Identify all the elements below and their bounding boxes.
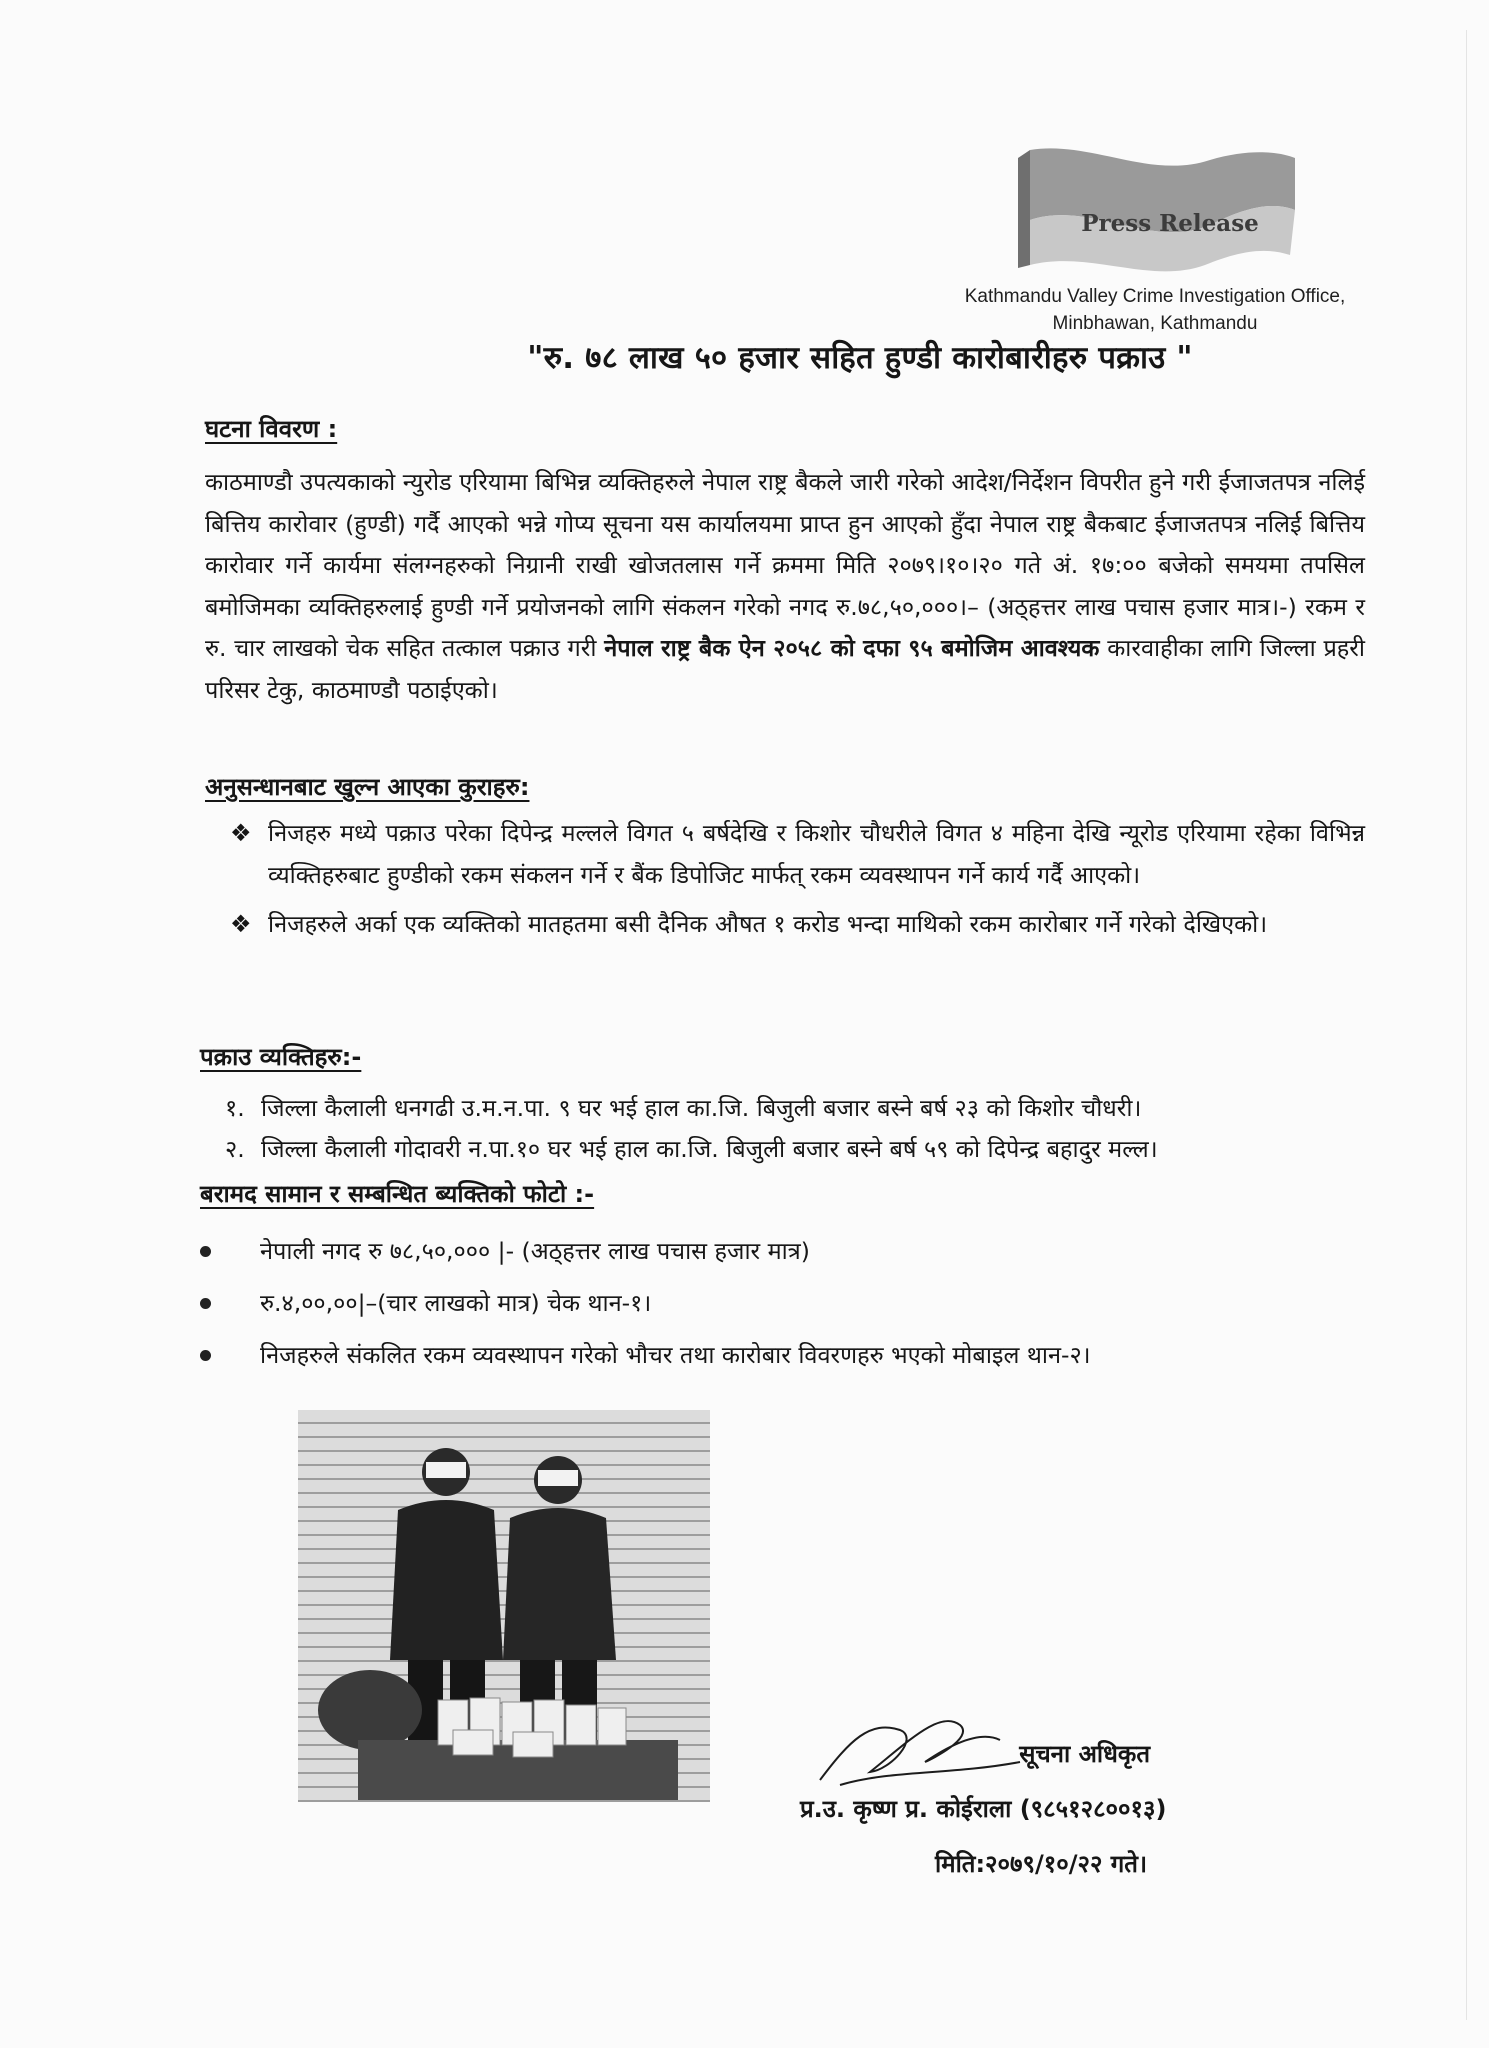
incident-text-1: काठमाण्डौ उपत्यकाको न्युरोड एरियामा बिभिन्न व्यक्तिहरुले नेपाल राष्ट्र बैकले जारी गरेको आदेश/निर्देशन विपरीत हुने गरी ईजाजतपत्र नलिई बित्तिय कारोवार (हुण्डी) गर्दै आएको भन्ने गोप्य सूचना यस कार्यालयमा प्राप्त हुन आएको हुँदा नेपाल राष्ट्र बैकबाट ईजाजतपत्र नलिई बित्तिय कारोवार गर्ने कार्यमा संलग्नहरुको निग्रानी राखी खोजतलास गर्ने क्रममा मिति २०७९।१०।२० गते अं. १७:०० बजेको समयमा तपसिल बमोजिमका व्यक्तिहरुलाई हुण्डी गर्ने प्रयोजनको लागि संकलन गरेको नगद रु.७८,५०,०००।– (अठ्हत्तर लाख पचास हजार मात्र।-) रकम र रु. चार लाखको चेक सहित तत्काल पक्राउ गरी [205, 468, 1365, 662]
recovered-heading: बरामद सामान र सम्बन्धित ब्यक्तिको फोटो :- [200, 1180, 595, 1208]
signoff-date: मिति:२०७९/१०/२२ गते। [935, 1850, 1148, 1878]
list-item [225, 1129, 1365, 1170]
signoff-block [800, 1727, 1290, 1892]
issuing-office [940, 283, 1370, 337]
arrested-person: जिल्ला कैलाली गोदावरी न.पा.१० घर भई हाल का.जि. बिजुली बजार बस्ने बर्ष ५९ को दिपेन्द्र बहादुर मल्ल। [261, 1135, 1158, 1163]
scan-edge [1466, 30, 1467, 2020]
signoff-name: प्र.उ. कृष्ण प्र. कोईराला (९८५१२८००१३) [800, 1795, 1167, 1823]
list-item [200, 1225, 1300, 1277]
findings-heading: अनुसन्धानबाट खुल्न आएका कुराहरु: [205, 773, 530, 801]
list-item [230, 904, 1365, 946]
incident-paragraph [205, 462, 1365, 711]
diamond-bullet-icon: ❖ [230, 910, 252, 938]
list-item [200, 1329, 1300, 1381]
incident-heading: घटना विवरण : [205, 415, 338, 443]
arrested-heading: पक्राउ व्यक्तिहरु:- [200, 1043, 362, 1071]
office-line-1: Kathmandu Valley Crime Investigation Office, [964, 286, 1346, 307]
list-item [200, 1277, 1300, 1329]
recovered-item: रु.४,००,००|–(चार लाखको मात्र) चेक थान-१। [260, 1289, 652, 1317]
bullet-dot-icon [200, 1298, 211, 1309]
item-number: २. [225, 1135, 245, 1163]
finding-text: निजहरु मध्ये पक्राउ परेका दिपेन्द्र मल्लले विगत ५ बर्षदेखि र किशोर चौधरीले विगत ४ महिना देखि न्यूरोड एरियामा रहेका विभिन्न व्यक्तिहरुबाट हुण्डीको रकम संकलन गर्ने र बैंक डिपोजिट मार्फत् रकम व्यवस्थापन गर्ने कार्य गर्दै आएको। [268, 819, 1365, 889]
incident-text-2: कारवाहीका लागि जिल्ला प्रहरी परिसर टेकु, काठमाण्डौ पठाईएको। [205, 634, 1365, 704]
finding-text: निजहरुले अर्का एक व्यक्तिको मातहतमा बसी दैनिक औषत १ करोड भन्दा माथिको रकम कारोबार गर्ने गरेको देखिएको। [268, 910, 1268, 938]
signoff-role: सूचना अधिकृत [1019, 1740, 1150, 1768]
diamond-bullet-icon: ❖ [230, 819, 252, 847]
recovered-item: नेपाली नगद रु ७८,५०,००० |- (अठ्हत्तर लाख पचास हजार मात्र) [260, 1237, 810, 1265]
arrested-persons-photo [298, 1410, 710, 1802]
office-line-2: Minbhawan, Kathmandu [1052, 313, 1258, 334]
incident-text-bold: नेपाल राष्ट्र बैक ऐन २०५८ को दफा ९५ बमोजिम आवश्यक [604, 634, 1100, 662]
list-item [225, 1088, 1365, 1129]
findings-list [230, 813, 1365, 954]
bullet-dot-icon [200, 1246, 211, 1257]
recovered-list [200, 1225, 1300, 1381]
list-item [230, 813, 1365, 896]
item-number: १. [225, 1094, 245, 1122]
recovered-item: निजहरुले संकलित रकम व्यवस्थापन गरेको भौचर तथा कारोबार विवरणहरु भएको मोबाइल थान-२। [260, 1341, 1091, 1369]
banner-label: Press Release [1081, 210, 1259, 237]
arrested-list [225, 1088, 1365, 1170]
bullet-dot-icon [200, 1350, 211, 1361]
arrested-person: जिल्ला कैलाली धनगढी उ.म.न.पा. ९ घर भई हाल का.जि. बिजुली बजार बस्ने बर्ष २३ को किशोर चौधरी। [261, 1094, 1142, 1122]
document-title: "रु. ७८ लाख ५० हजार सहित हुण्डी कारोबारीहरु पक्राउ " [527, 340, 1193, 376]
